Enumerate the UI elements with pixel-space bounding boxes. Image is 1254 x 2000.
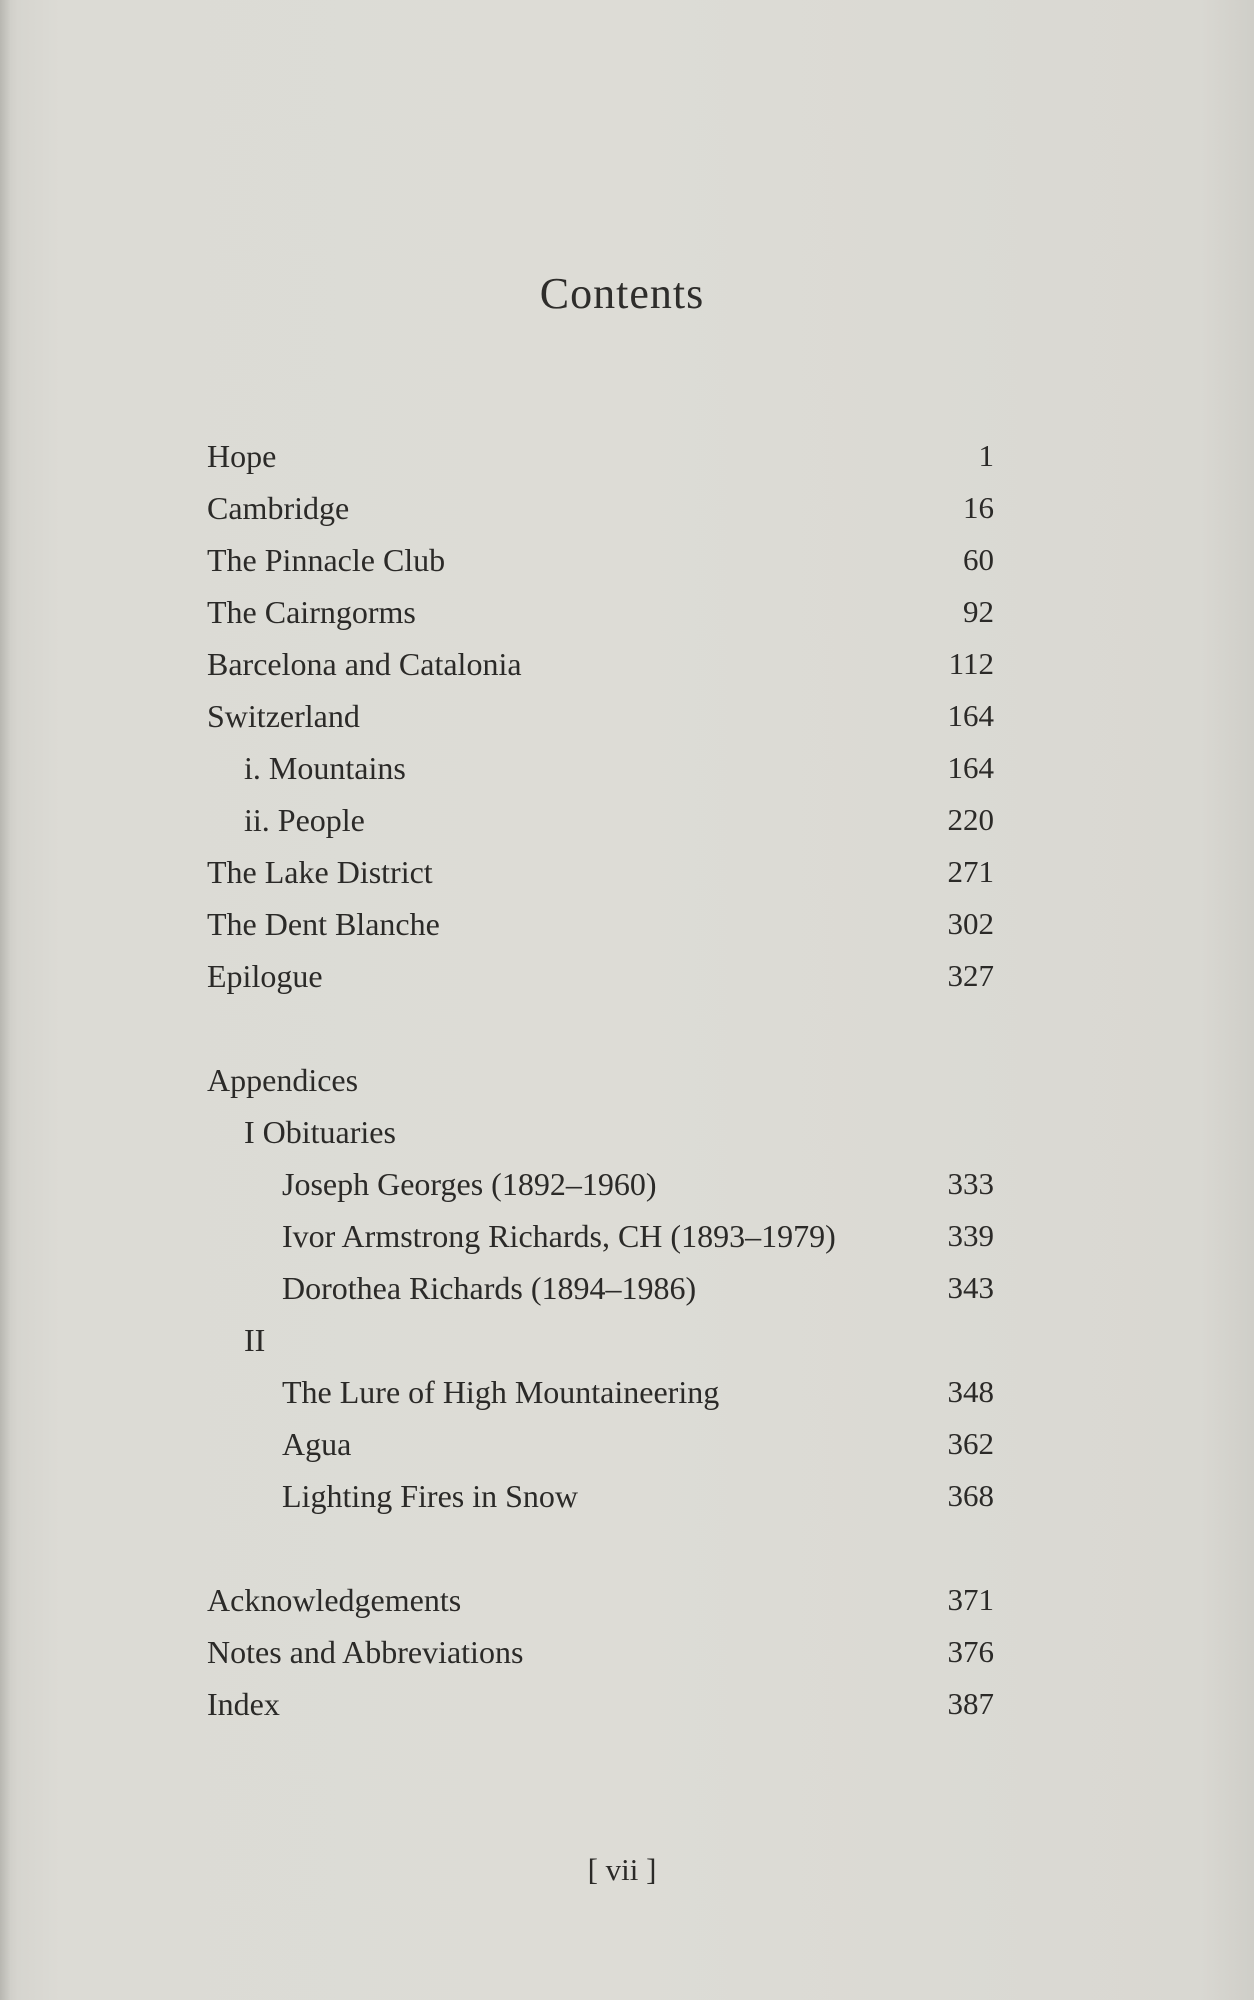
toc-entry-title: I Obituaries (244, 1114, 396, 1150)
toc-subheading (207, 1106, 994, 1158)
toc-entry-title: Ivor Armstrong Richards, CH (1893–1979) (282, 1218, 836, 1254)
toc-entry (207, 950, 994, 1002)
toc-entry-title: Agua (282, 1426, 352, 1462)
toc-entry (207, 586, 994, 638)
toc-entry (207, 1574, 994, 1626)
toc-subentry (207, 1470, 994, 1522)
toc-entry-title: Notes and Abbreviations (207, 1634, 524, 1670)
toc-entry-title: Acknowledgements (207, 1582, 462, 1618)
toc-entry-page: 339 (947, 1218, 994, 1253)
toc-entry-page: 164 (947, 750, 994, 785)
toc-entry-title: Lighting Fires in Snow (282, 1478, 579, 1514)
toc-entry (207, 1626, 994, 1678)
toc-subentry (207, 1262, 994, 1314)
toc-entry-title: Dorothea Richards (1894–1986) (282, 1270, 697, 1306)
toc-entry-title: Index (207, 1686, 280, 1722)
toc-entry (207, 482, 994, 534)
toc-entry-page: 368 (947, 1478, 994, 1513)
table-of-contents (207, 430, 994, 1730)
toc-entry (207, 430, 994, 482)
toc-subentry (207, 742, 994, 794)
toc-subentry (207, 1366, 994, 1418)
toc-entry-title: Cambridge (207, 490, 350, 526)
toc-entry-title: Hope (207, 438, 277, 474)
toc-entry (207, 638, 994, 690)
toc-entry-title: i. Mountains (244, 750, 406, 786)
toc-entry-page: 1 (978, 438, 994, 473)
toc-entry-title: The Dent Blanche (207, 906, 440, 942)
toc-subentry (207, 794, 994, 846)
toc-entry-page: 327 (947, 958, 994, 993)
toc-entry (207, 1678, 994, 1730)
toc-entry-page: 112 (948, 646, 994, 681)
toc-entry-title: Appendices (207, 1062, 359, 1098)
toc-entry-page: 387 (947, 1686, 994, 1721)
toc-entry-page: 271 (947, 854, 994, 889)
toc-entry-title: Epilogue (207, 958, 323, 994)
toc-heading-appendices (207, 1054, 994, 1106)
toc-entry (207, 846, 994, 898)
toc-entry (207, 534, 994, 586)
section-spacer (207, 1522, 994, 1574)
toc-entry-title: Joseph Georges (1892–1960) (282, 1166, 657, 1202)
toc-entry-title: Switzerland (207, 698, 360, 734)
toc-entry-page: 92 (963, 594, 994, 629)
toc-entry (207, 898, 994, 950)
toc-entry (207, 690, 994, 742)
toc-entry-title: The Pinnacle Club (207, 542, 446, 578)
toc-entry-title: The Lure of High Mountaineering (282, 1374, 720, 1410)
toc-subheading (207, 1314, 994, 1366)
toc-entry-title: ii. People (244, 802, 365, 838)
toc-entry-title: The Lake District (207, 854, 433, 890)
toc-entry-title: Barcelona and Catalonia (207, 646, 522, 682)
toc-entry-page: 302 (947, 906, 994, 941)
toc-entry-page: 343 (947, 1270, 994, 1305)
toc-subentry (207, 1418, 994, 1470)
toc-subentry (207, 1210, 994, 1262)
toc-subentry (207, 1158, 994, 1210)
toc-entry-page: 16 (963, 490, 994, 525)
toc-entry-page: 164 (947, 698, 994, 733)
toc-entry-page: 220 (947, 802, 994, 837)
page-number: [ vii ] (587, 1852, 657, 1887)
toc-entry-page: 348 (947, 1374, 994, 1409)
toc-entry-title: II (244, 1322, 266, 1358)
toc-entry-page: 371 (947, 1582, 994, 1617)
toc-entry-page: 376 (947, 1634, 994, 1669)
section-spacer (207, 1002, 994, 1054)
toc-entry-page: 60 (963, 542, 994, 577)
toc-entry-title: The Cairngorms (207, 594, 416, 630)
page-title: Contents (539, 269, 705, 318)
toc-entry-page: 362 (947, 1426, 994, 1461)
toc-entry-page: 333 (947, 1166, 994, 1201)
